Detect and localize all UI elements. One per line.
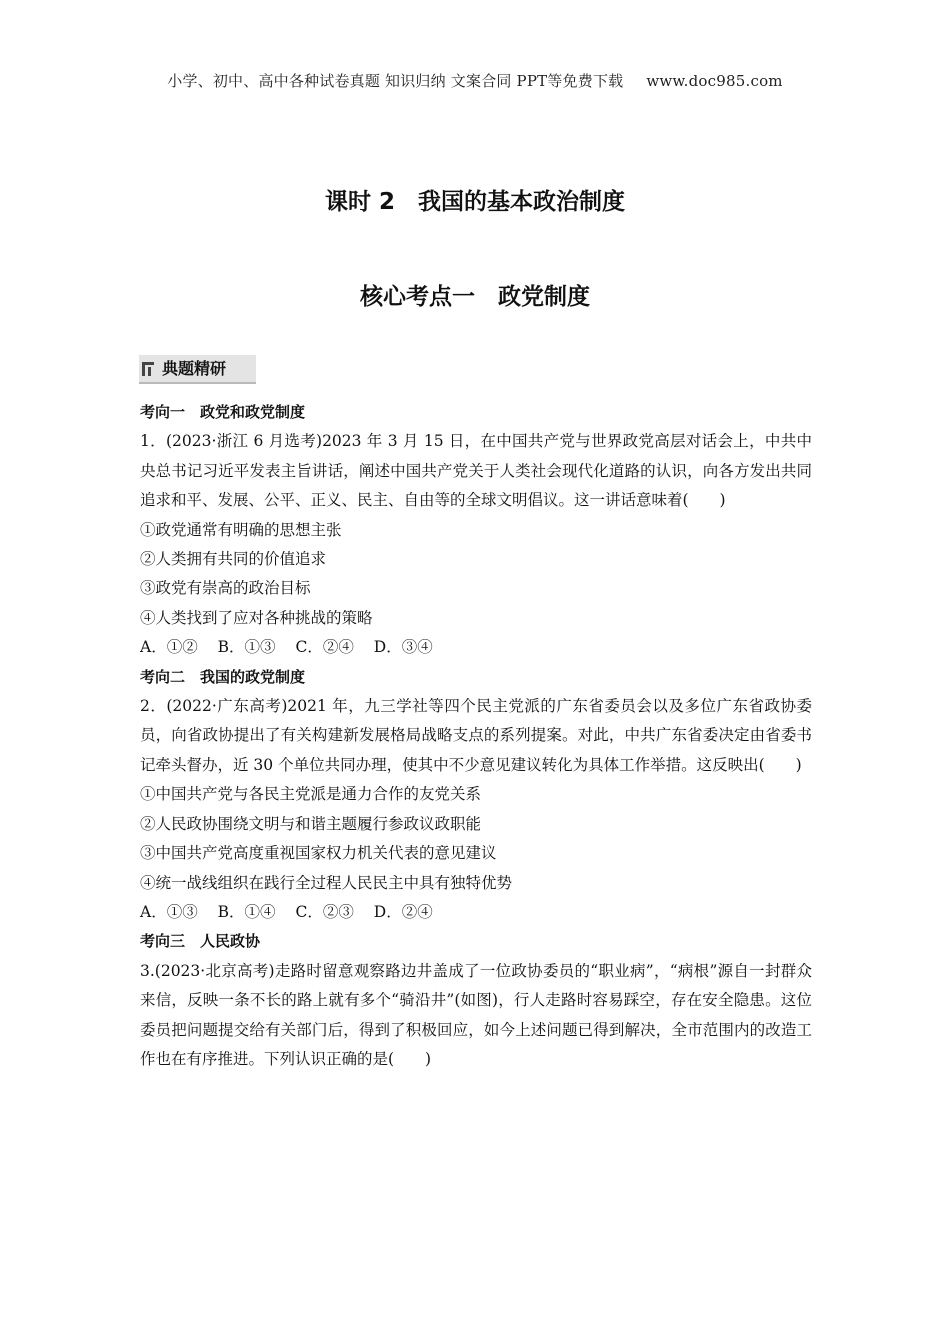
answer-choice: D．②④ bbox=[373, 902, 433, 921]
answer-choice: A．①② bbox=[140, 638, 198, 657]
direction-heading: 考向三 人民政协 bbox=[140, 932, 261, 951]
page-header bbox=[0, 70, 950, 91]
answer-choices bbox=[140, 633, 812, 662]
topic-title: 核心考点一 政党制度 bbox=[360, 284, 590, 310]
question-option: ①政党通常有明确的思想主张 bbox=[140, 520, 342, 539]
answer-choice: B．①③ bbox=[217, 638, 276, 657]
question-stem: 1．(2023·浙江 6 月选考)2023 年 3 月 15 日，在中国共产党与世界政党高层对话会上，中共中央总书记习近平发表主旨讲话，阐述中国共产党关于人类社会现代化道路的认识，向各方发出共同追求和平、发展、公平、正义、民主、自由等的全球文明倡议。这一讲话意味着( ) bbox=[140, 432, 812, 510]
question-stem: 2．(2022·广东高考)2021 年，九三学社等四个民主党派的广东省委员会以及多位广东省政协委员，向省政协提出了有关构建新发展格局战略支点的系列提案。对此，中共广东省委决定由省委书记牵头督办，近 30 个单位共同办理，使其中不少意见建议转化为具体工作举措。这反映出( ) bbox=[140, 697, 812, 774]
section-tag bbox=[139, 355, 256, 384]
answer-choice: C．②④ bbox=[295, 638, 354, 657]
question-option: ①中国共产党与各民主党派是通力合作的友党关系 bbox=[140, 785, 482, 804]
bracket-icon bbox=[142, 362, 154, 376]
answer-choices bbox=[140, 898, 812, 927]
question-option: ③中国共产党高度重视国家权力机关代表的意见建议 bbox=[140, 844, 497, 863]
direction-heading: 考向一 政党和政党制度 bbox=[140, 403, 306, 421]
section-tag-label: 典题精研 bbox=[162, 359, 227, 378]
answer-choice: D．③④ bbox=[373, 638, 433, 657]
header-text: 小学、初中、高中各种试卷真题 知识归纳 文案合同 PPT等免费下载 bbox=[167, 72, 624, 90]
direction-heading: 考向二 我国的政党制度 bbox=[140, 667, 306, 686]
question-stem: 3.(2023·北京高考)走路时留意观察路边井盖成了一位政协委员的“职业病”，“病根”源自一封群众来信，反映一条不长的路上就有多个“骑沿井”(如图)，行人走路时容易踩空，存在安全隐患。这位委员把问题提交给有关部门后，得到了积极回应，如今上述问题已得到解决，全市范围内的改造工作也在有序推进。下列认识正确的是( ) bbox=[140, 961, 812, 1068]
question-option: ②人民政协围绕文明与和谐主题履行参政议政职能 bbox=[140, 814, 482, 833]
question-option: ④统一战线组织在践行全过程人民民主中具有独特优势 bbox=[140, 873, 513, 892]
answer-choice: C．②③ bbox=[295, 902, 354, 921]
answer-choice: B．①④ bbox=[217, 902, 276, 921]
questions-content bbox=[140, 398, 812, 1074]
question-option: ④人类找到了应对各种挑战的策略 bbox=[140, 608, 373, 627]
header-url[interactable]: www.doc985.com bbox=[646, 72, 783, 90]
lesson-title: 课时 2 我国的基本政治制度 bbox=[324, 189, 625, 215]
answer-choice: A．①③ bbox=[140, 902, 198, 921]
question-option: ②人类拥有共同的价值追求 bbox=[140, 550, 327, 569]
question-option: ③政党有崇高的政治目标 bbox=[140, 579, 311, 598]
